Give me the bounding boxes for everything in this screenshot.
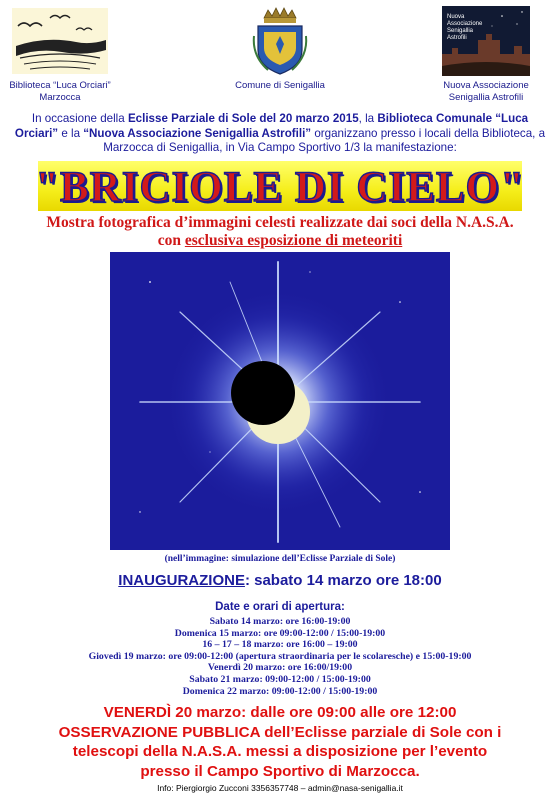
nasa-city-caption: Senigallia Astrofili [448, 92, 524, 103]
nasa-logo-block [420, 6, 552, 104]
municipality-caption: Comune di Senigallia [235, 80, 325, 91]
observation-date: VENERDÌ 20 marzo: dalle ore 09:00 alle ore 12:00 [103, 704, 457, 721]
library-caption: Biblioteca “Luca Orciari” [9, 80, 111, 91]
nasa-logo-line-4: Astrofili [447, 35, 467, 41]
hours-line: Sabato 14 marzo: ore 16:00-19:00 [209, 616, 351, 627]
hours-line: Sabato 21 marzo: 09:00-12:00 / 15:00-19:00 [189, 673, 371, 685]
nasa-caption: Nuova Associazione [443, 80, 529, 91]
intro-text-3: e la [58, 126, 84, 140]
inauguration-date: : sabato 14 marzo ore 18:00 [244, 572, 442, 589]
observation-line-3: telescopi della N.A.S.A. messi a disposizione per l’evento [72, 743, 488, 760]
nasa-logo-text [447, 14, 482, 42]
moon-disk-icon [231, 361, 295, 425]
contact-footer: Info: Piergiorgio Zucconi 3356357748 – admin@nasa-senigallia.it [157, 783, 403, 793]
intro-association: “Nuova Associazione Senigallia Astrofili” [83, 126, 312, 140]
hours-line: Domenica 15 marzo: ore 09:00-12:00 / 15:00-19:00 [174, 627, 386, 639]
subtitle-line-1: Mostra fotografica d’immagini celesti realizzate dai soci della N.A.S.A. [46, 214, 514, 231]
coat-of-arms-icon [250, 6, 310, 76]
library-logo [10, 6, 110, 76]
nasa-logo-line-2: Associazione [447, 21, 483, 27]
image-caption: (nell’immagine: simulazione dell’Eclisse Parziale di Sole) [164, 554, 396, 564]
hours-line: Venerdì 20 marzo: ore 16:00/19:00 [207, 662, 353, 674]
intro-paragraph [14, 112, 546, 156]
opening-hours-title: Date e orari di apertura: [215, 601, 345, 613]
hours-line: Giovedì 19 marzo: ore 09:00-12:00 (apertura straordinaria per le scolaresche) e 15:00-19:00 [88, 650, 472, 662]
observation-line-2: OSSERVAZIONE PUBBLICA dell’Eclisse parziale di Sole con i [58, 723, 502, 741]
hours-line: Domenica 22 marzo: 09:00-12:00 / 15:00-19:00 [182, 685, 378, 697]
intro-text-2: , la [358, 112, 378, 125]
observation-location: presso il Campo Sportivo di Marzocca. [140, 762, 420, 780]
opening-hours-list [0, 616, 560, 697]
inauguration-label: INAUGURAZIONE [118, 572, 245, 589]
event-title: "BRICIOLE DI CIELO" [35, 164, 525, 211]
eclipse-image [110, 252, 450, 550]
intro-event: Eclisse Parziale di Sole del 20 marzo 2015 [127, 112, 359, 125]
nasa-logo-line-1: Nuova [447, 14, 465, 20]
eclipse-simulation-graphic [110, 252, 450, 550]
library-town-caption: Marzocca [39, 92, 81, 103]
nasa-logo-line-3: Senigallia [447, 28, 474, 34]
intro-library: Biblioteca Comunale “Luca Orciari” [14, 112, 529, 140]
hours-line: 16 – 17 – 18 marzo: ore 16:00 – 19:00 [202, 639, 358, 651]
inauguration-line [0, 572, 560, 589]
subtitle-line-2-prefix: con [157, 232, 185, 249]
exhibition-subtitle [10, 214, 550, 250]
municipality-logo-block [228, 6, 332, 92]
meteorites-highlight: esclusiva esposizione di meteoriti [184, 232, 403, 249]
public-observation-notice [20, 703, 540, 781]
library-logo-block [4, 6, 116, 104]
intro-text-1: In occasione della [31, 112, 128, 125]
intro-text-4: organizzano presso i locali della Biblioteca, a Marzocca di Senigallia, in Via Campo Sportivo 1/3 la manifestazione: [103, 126, 546, 154]
